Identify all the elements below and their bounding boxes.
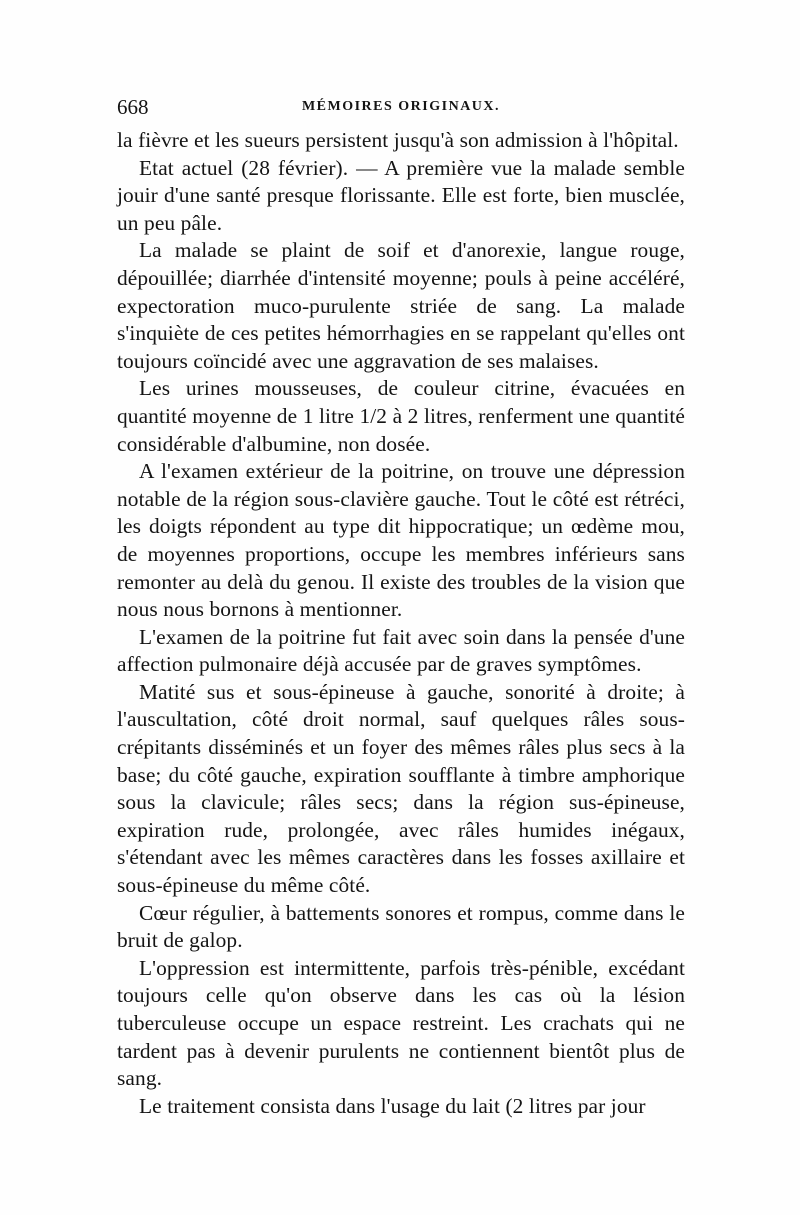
paragraph-continuation: la fièvre et les sueurs persistent jusqu'à son admission à l'hôpital. [117, 128, 679, 152]
paragraph-oppression: L'oppression est intermittente, parfois très-pénible, excédant toujours celle qu'on observe dans les cas où la lésion tuberculeuse occupe un espace restreint. Les crachats qui ne tardent pas à devenir purulents ne contiennent bientôt plus de sang. [117, 955, 685, 1091]
running-head [117, 94, 685, 120]
paragraph-urines: Les urines mousseuses, de couleur citrine, évacuées en quantité moyenne de 1 litre 1/2 à 2 litres, renferment une quantité considérable d'albumine, non dosée. [117, 376, 685, 456]
body-text [117, 127, 685, 1120]
paragraph-treatment: Le traitement consista dans l'usage du lait (2 litres par jour [139, 1093, 646, 1118]
paragraph-chest-exam: L'examen de la poitrine fut fait avec soin dans la pensée d'une affection pulmonaire déjà accusée par de graves symptômes. [117, 624, 685, 677]
paragraph-auscultation: Matité sus et sous-épineuse à gauche, sonorité à droite; à l'auscultation, côté droit normal, sauf quelques râles sous-crépitants disséminés et un foyer des mêmes râles plus secs à la base; du côté gauche, expiration soufflante à timbre amphorique sous la clavicule; râles secs; dans la région sus-épineuse, expiration rude, prolongée, avec râles humides inégaux, s'étendant avec les mêmes caractères dans les fosses axillaire et sous-épineuse du même côté. [117, 679, 685, 898]
paragraph-heart: Cœur régulier, à battements sonores et rompus, comme dans le bruit de galop. [117, 900, 685, 953]
page-number: 668 [117, 95, 149, 119]
paragraph-external-exam: A l'examen extérieur de la poitrine, on trouve une dépression notable de la région sous-clavière gauche. Tout le côté est rétréci, les doigts répondent au type dit hippocratique; un œdème mou, de moyennes proportions, occupe les membres inférieurs sans remonter au delà du genou. Il existe des troubles de la vision que nous nous bornons à mentionner. [117, 459, 685, 622]
paragraph-etat-actuel: Etat actuel (28 février). — A première vue la malade semble jouir d'une santé presque florissante. Elle est forte, bien musclée, un peu pâle. [117, 155, 685, 235]
paragraph-symptoms: La malade se plaint de soif et d'anorexie, langue rouge, dépouillée; diarrhée d'intensité moyenne; pouls à peine accéléré, expectoration muco-purulente striée de sang. La malade s'inquiète de ces petites hémorrhagies en se rappelant qu'elles ont toujours coïncidé avec une aggravation de ses malaises. [117, 238, 685, 373]
running-title: MÉMOIRES ORIGINAUX. [301, 99, 501, 114]
